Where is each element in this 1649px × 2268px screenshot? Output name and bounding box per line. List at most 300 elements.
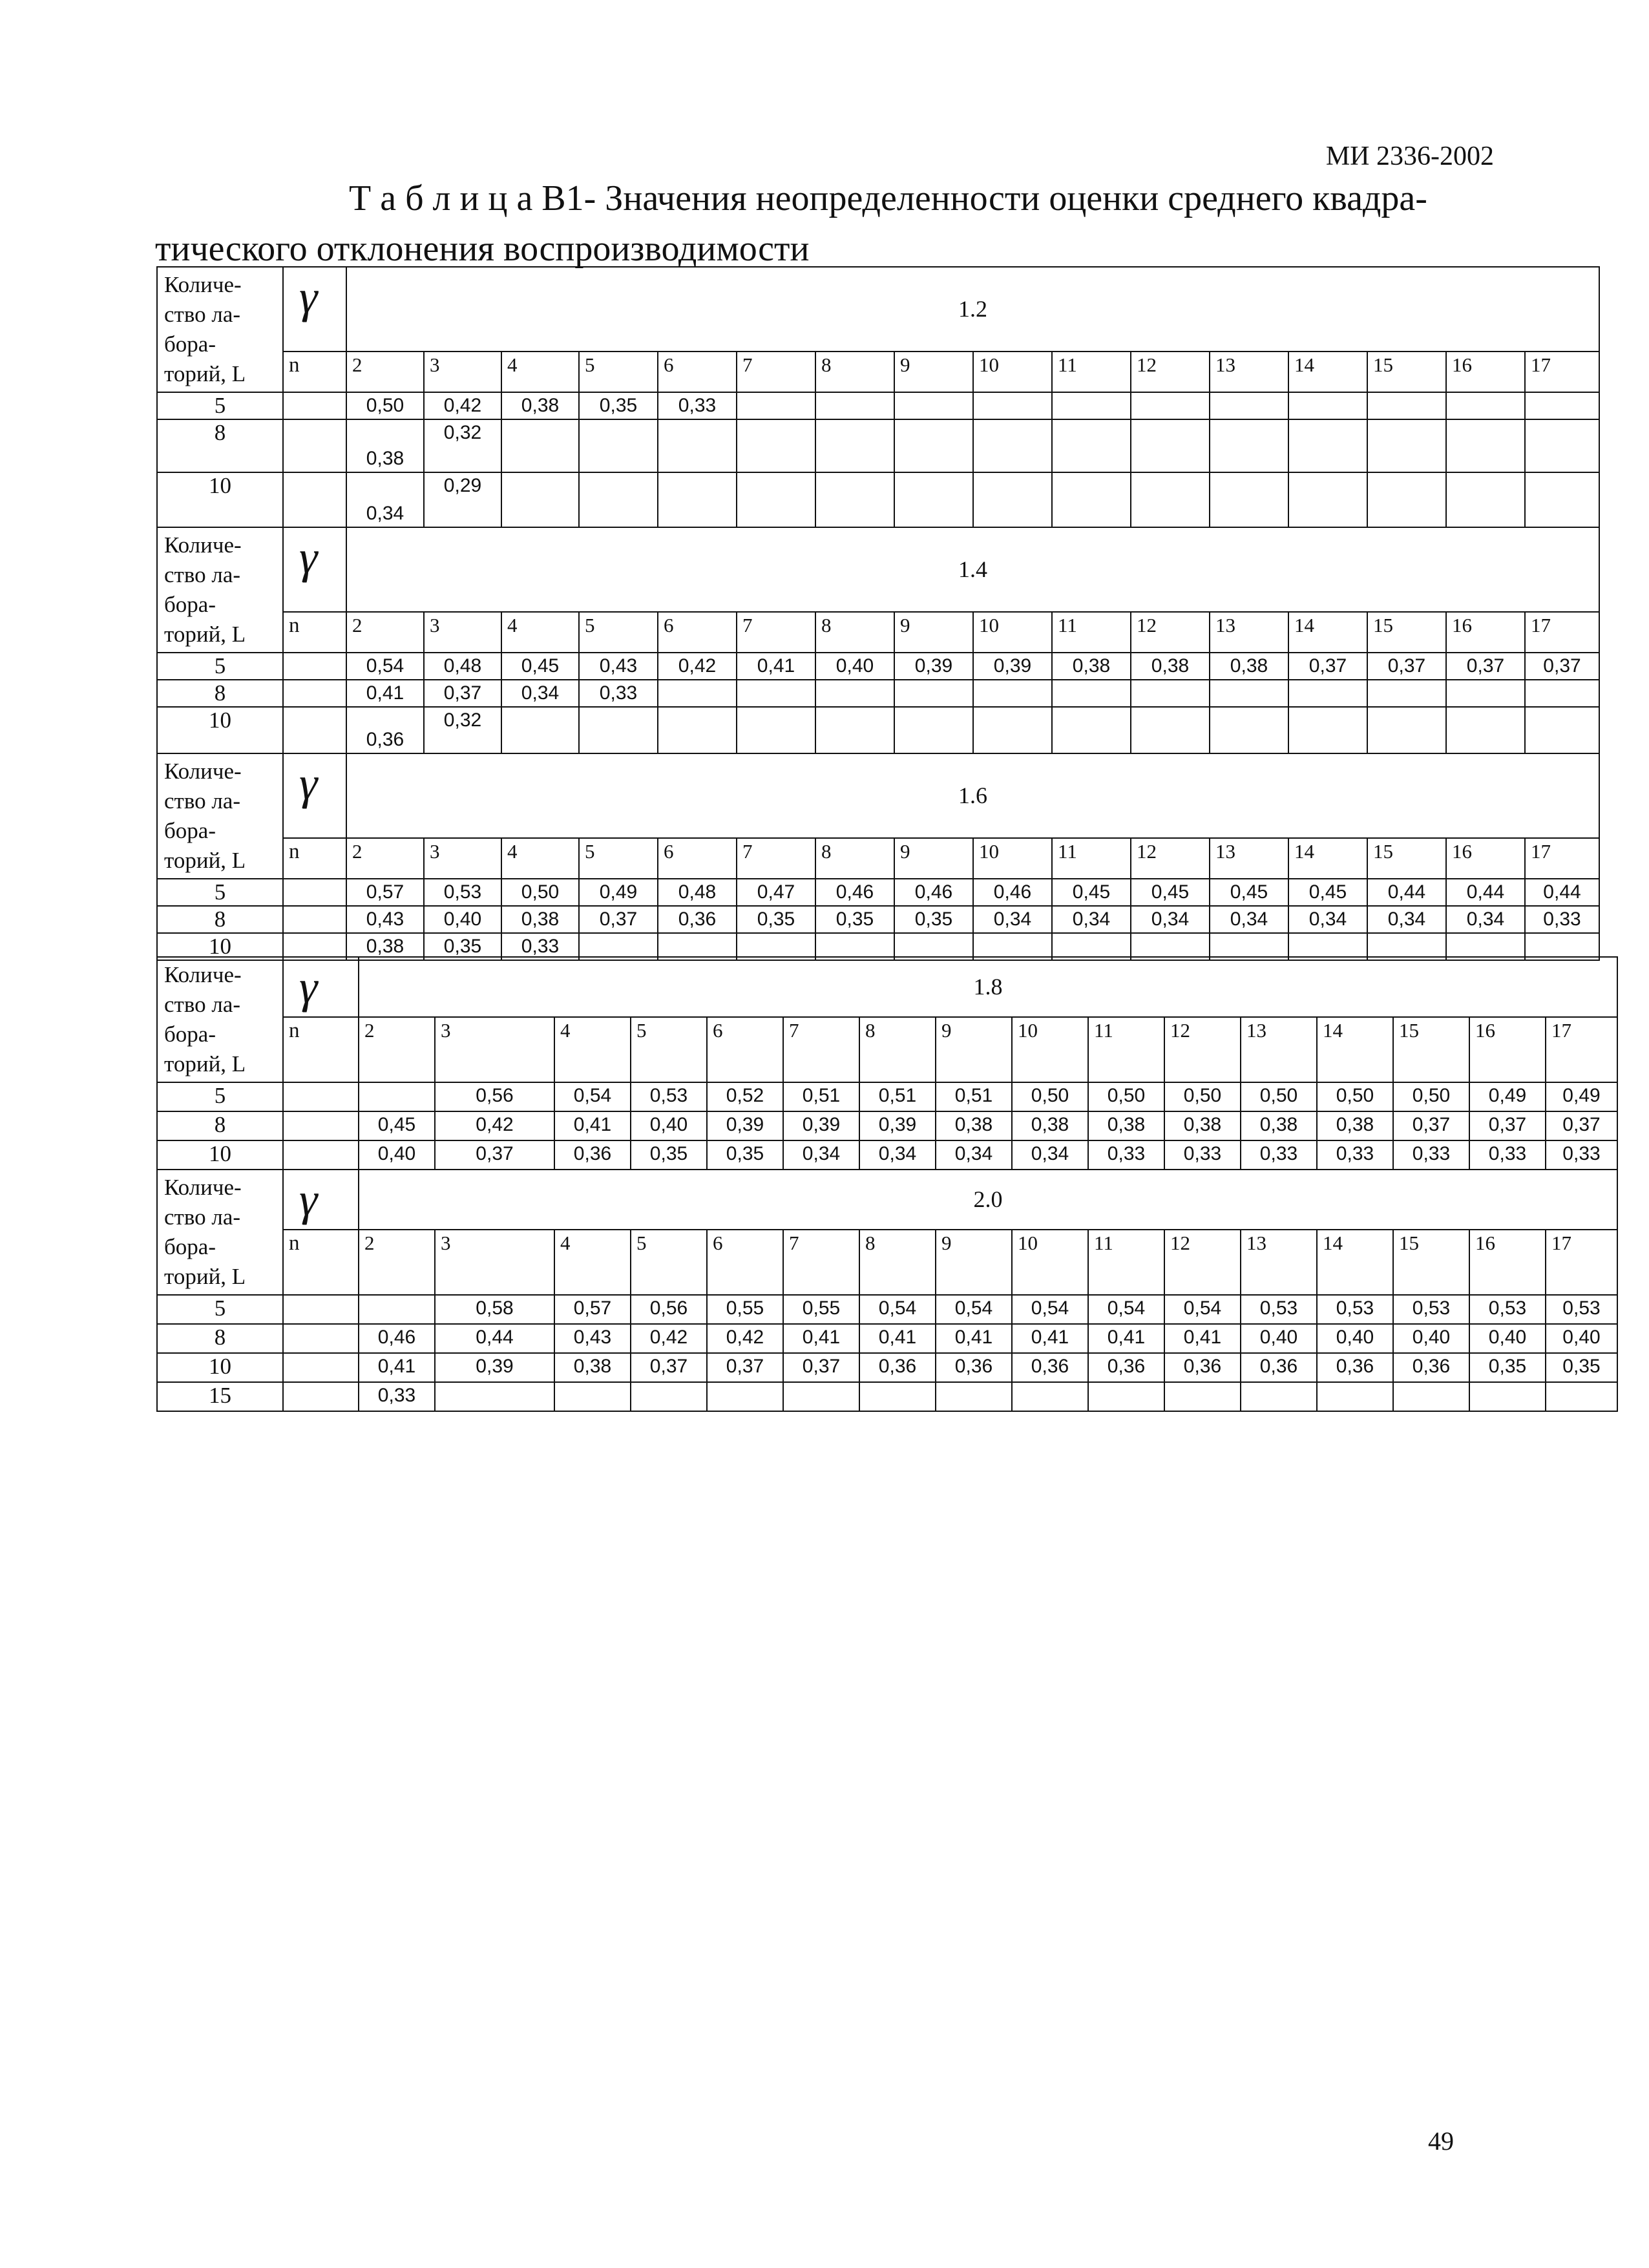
n-value-14: 14 — [1288, 838, 1367, 879]
value-cell: 0,41 — [1012, 1324, 1088, 1353]
n-value-7: 7 — [737, 612, 815, 653]
value-cell: 0,34 — [1367, 906, 1446, 933]
value-cell: 0,51 — [859, 1082, 936, 1111]
value-cell: 0,53 — [1469, 1295, 1546, 1324]
value-cell — [1525, 472, 1599, 527]
value-cell: 0,37 — [1546, 1111, 1617, 1140]
labs-count-header: Количе-ство ла-бора-торий, L — [157, 267, 283, 392]
value-cell: 0,36 — [346, 707, 424, 753]
value-cell — [936, 1382, 1012, 1411]
n-value-3: 3 — [424, 352, 501, 392]
n-value-8: 8 — [859, 1230, 936, 1295]
value-cell: 0,46 — [973, 879, 1052, 906]
value-cell — [1131, 680, 1210, 707]
value-cell — [973, 680, 1052, 707]
table-row — [157, 906, 1599, 933]
value-cell — [894, 419, 973, 472]
value-cell: 0,33 — [1088, 1140, 1164, 1170]
table-row — [157, 1140, 1617, 1170]
value-cell: 0,54 — [554, 1082, 631, 1111]
value-cell — [737, 472, 815, 527]
value-cell: 0,43 — [554, 1324, 631, 1353]
n-value-14: 14 — [1288, 352, 1367, 392]
title-line-2: тического отклонения воспроизводимости — [155, 229, 810, 269]
labs-count: 8 — [157, 1324, 283, 1353]
value-cell: 0,35 — [815, 906, 894, 933]
table-row — [157, 392, 1599, 419]
value-cell: 0,36 — [1088, 1353, 1164, 1382]
n-value-4: 4 — [554, 1017, 631, 1082]
n-value-13: 13 — [1210, 838, 1288, 879]
value-cell — [1088, 1382, 1164, 1411]
labs-count: 5 — [157, 392, 283, 419]
value-cell: 0,46 — [815, 879, 894, 906]
labs-count-header: Количе-ство ла-бора-торий, L — [157, 957, 283, 1082]
value-cell: 0,35 — [579, 392, 658, 419]
n-value-7: 7 — [737, 838, 815, 879]
value-cell — [737, 707, 815, 753]
value-cell — [579, 707, 658, 753]
value-cell: 0,40 — [631, 1111, 707, 1140]
value-cell: 0,35 — [424, 933, 501, 960]
value-cell — [737, 419, 815, 472]
value-cell — [815, 472, 894, 527]
value-cell: 0,53 — [424, 879, 501, 906]
value-cell — [1367, 680, 1446, 707]
value-cell — [1367, 472, 1446, 527]
value-cell: 0,36 — [936, 1353, 1012, 1382]
value-cell: 0,41 — [783, 1324, 859, 1353]
value-cell: 0,57 — [346, 879, 424, 906]
value-cell: 0,37 — [579, 906, 658, 933]
n-value-16: 16 — [1446, 352, 1525, 392]
value-cell: 0,48 — [424, 653, 501, 680]
value-cell: 0,55 — [783, 1295, 859, 1324]
value-cell — [783, 1382, 859, 1411]
value-cell: 0,33 — [1525, 906, 1599, 933]
value-cell: 0,39 — [894, 653, 973, 680]
value-cell — [1131, 419, 1210, 472]
title-line-1: Т а б л и ц а В1- Значения неопределенности оценки среднего квадра- — [349, 178, 1427, 218]
value-cell: 0,39 — [859, 1111, 936, 1140]
n-value-15: 15 — [1367, 612, 1446, 653]
value-cell: 0,45 — [1288, 879, 1367, 906]
value-cell: 0,38 — [1164, 1111, 1241, 1140]
value-cell: 0,50 — [346, 392, 424, 419]
value-cell: 0,29 — [424, 472, 501, 527]
value-cell: 0,50 — [1164, 1082, 1241, 1111]
value-cell: 0,51 — [936, 1082, 1012, 1111]
value-cell: 0,40 — [359, 1140, 435, 1170]
n-value-12: 12 — [1131, 352, 1210, 392]
value-cell: 0,53 — [1241, 1295, 1317, 1324]
value-cell — [1525, 392, 1599, 419]
value-cell: 0,34 — [936, 1140, 1012, 1170]
value-cell — [631, 1382, 707, 1411]
value-cell — [859, 1382, 936, 1411]
value-cell — [973, 392, 1052, 419]
value-cell — [1446, 680, 1525, 707]
n-value-10: 10 — [973, 838, 1052, 879]
value-cell — [815, 419, 894, 472]
empty-cell — [283, 1111, 359, 1140]
value-cell: 0,37 — [1446, 653, 1525, 680]
n-value-6: 6 — [707, 1230, 783, 1295]
value-cell: 0,42 — [707, 1324, 783, 1353]
table-row — [157, 879, 1599, 906]
empty-cell — [283, 879, 346, 906]
value-cell: 0,33 — [1469, 1140, 1546, 1170]
value-cell: 0,35 — [707, 1140, 783, 1170]
n-value-16: 16 — [1446, 838, 1525, 879]
value-cell: 0,36 — [1012, 1353, 1088, 1382]
value-cell: 0,41 — [1164, 1324, 1241, 1353]
uncertainty-table-part-2 — [156, 956, 1618, 1412]
n-value-11: 11 — [1088, 1230, 1164, 1295]
value-cell: 0,50 — [1317, 1082, 1393, 1111]
value-cell — [579, 419, 658, 472]
value-cell: 0,43 — [579, 653, 658, 680]
value-cell: 0,38 — [346, 419, 424, 472]
n-value-15: 15 — [1367, 838, 1446, 879]
value-cell: 0,49 — [1469, 1082, 1546, 1111]
value-cell: 0,33 — [359, 1382, 435, 1411]
value-cell: 0,54 — [1012, 1295, 1088, 1324]
value-cell — [1210, 392, 1288, 419]
value-cell: 0,57 — [554, 1295, 631, 1324]
n-value-7: 7 — [783, 1017, 859, 1082]
n-value-5: 5 — [579, 352, 658, 392]
value-cell: 0,35 — [631, 1140, 707, 1170]
value-cell: 0,41 — [859, 1324, 936, 1353]
value-cell: 0,38 — [554, 1353, 631, 1382]
table-row — [157, 1082, 1617, 1111]
labs-count-header: Количе-ство ла-бора-торий, L — [157, 1170, 283, 1295]
n-label: n — [283, 612, 346, 653]
n-value-17: 17 — [1525, 838, 1599, 879]
value-cell: 0,50 — [1393, 1082, 1469, 1111]
n-value-16: 16 — [1469, 1230, 1546, 1295]
n-value-9: 9 — [894, 612, 973, 653]
value-cell: 0,38 — [1052, 653, 1131, 680]
empty-cell — [283, 707, 346, 753]
gamma-symbol: γ — [283, 753, 346, 838]
n-value-4: 4 — [501, 612, 579, 653]
empty-cell — [283, 1082, 359, 1111]
n-value-4: 4 — [501, 838, 579, 879]
value-cell: 0,34 — [346, 472, 424, 527]
n-value-13: 13 — [1210, 612, 1288, 653]
value-cell: 0,35 — [1469, 1353, 1546, 1382]
value-cell — [1210, 707, 1288, 753]
table-row — [157, 1295, 1617, 1324]
value-cell — [359, 1295, 435, 1324]
value-cell: 0,38 — [1012, 1111, 1088, 1140]
labs-count: 8 — [157, 906, 283, 933]
value-cell — [1393, 1382, 1469, 1411]
value-cell — [435, 1382, 554, 1411]
value-cell — [359, 1082, 435, 1111]
labs-count: 10 — [157, 1140, 283, 1170]
value-cell — [1288, 392, 1367, 419]
table-row — [157, 680, 1599, 707]
value-cell: 0,41 — [346, 680, 424, 707]
value-cell: 0,54 — [1088, 1295, 1164, 1324]
value-cell: 0,50 — [501, 879, 579, 906]
n-value-16: 16 — [1446, 612, 1525, 653]
gamma-value: 1.2 — [346, 267, 1599, 352]
value-cell: 0,36 — [554, 1140, 631, 1170]
value-cell: 0,38 — [346, 933, 424, 960]
labs-count-header: Количе-ство ла-бора-торий, L — [157, 753, 283, 879]
value-cell — [501, 707, 579, 753]
value-cell: 0,37 — [424, 680, 501, 707]
value-cell — [1131, 392, 1210, 419]
n-value-16: 16 — [1469, 1017, 1546, 1082]
value-cell — [815, 707, 894, 753]
n-value-15: 15 — [1393, 1230, 1469, 1295]
value-cell — [815, 392, 894, 419]
value-cell: 0,54 — [936, 1295, 1012, 1324]
value-cell — [1469, 1382, 1546, 1411]
value-cell — [737, 680, 815, 707]
value-cell: 0,40 — [1546, 1324, 1617, 1353]
value-cell: 0,38 — [1241, 1111, 1317, 1140]
value-cell: 0,50 — [1241, 1082, 1317, 1111]
n-value-14: 14 — [1317, 1017, 1393, 1082]
value-cell: 0,45 — [359, 1111, 435, 1140]
value-cell — [1288, 419, 1367, 472]
n-value-4: 4 — [501, 352, 579, 392]
value-cell: 0,44 — [1367, 879, 1446, 906]
table-row — [157, 1382, 1617, 1411]
empty-cell — [283, 653, 346, 680]
n-value-2: 2 — [359, 1230, 435, 1295]
labs-count: 10 — [157, 707, 283, 753]
value-cell: 0,33 — [1393, 1140, 1469, 1170]
value-cell — [501, 419, 579, 472]
value-cell: 0,40 — [1393, 1324, 1469, 1353]
empty-cell — [283, 906, 346, 933]
value-cell: 0,34 — [1012, 1140, 1088, 1170]
value-cell: 0,39 — [435, 1353, 554, 1382]
n-value-10: 10 — [973, 352, 1052, 392]
value-cell: 0,37 — [707, 1353, 783, 1382]
value-cell: 0,40 — [1469, 1324, 1546, 1353]
value-cell — [707, 1382, 783, 1411]
value-cell — [815, 680, 894, 707]
value-cell: 0,38 — [1131, 653, 1210, 680]
n-value-2: 2 — [346, 612, 424, 653]
empty-cell — [283, 1140, 359, 1170]
value-cell: 0,33 — [1317, 1140, 1393, 1170]
value-cell: 0,40 — [1241, 1324, 1317, 1353]
n-value-8: 8 — [815, 838, 894, 879]
value-cell: 0,54 — [1164, 1295, 1241, 1324]
n-value-11: 11 — [1052, 838, 1131, 879]
table-row — [157, 419, 1599, 472]
n-value-13: 13 — [1241, 1017, 1317, 1082]
n-value-6: 6 — [707, 1017, 783, 1082]
n-label: n — [283, 838, 346, 879]
value-cell — [1052, 680, 1131, 707]
n-value-13: 13 — [1241, 1230, 1317, 1295]
n-value-2: 2 — [346, 838, 424, 879]
value-cell — [894, 392, 973, 419]
value-cell: 0,40 — [424, 906, 501, 933]
value-cell — [894, 707, 973, 753]
value-cell: 0,45 — [1131, 879, 1210, 906]
value-cell: 0,52 — [707, 1082, 783, 1111]
value-cell: 0,44 — [1446, 879, 1525, 906]
n-value-14: 14 — [1317, 1230, 1393, 1295]
value-cell: 0,33 — [1241, 1140, 1317, 1170]
value-cell — [973, 472, 1052, 527]
value-cell — [1367, 419, 1446, 472]
value-cell: 0,42 — [658, 653, 737, 680]
n-value-3: 3 — [424, 838, 501, 879]
value-cell: 0,37 — [435, 1140, 554, 1170]
value-cell: 0,42 — [631, 1324, 707, 1353]
n-value-6: 6 — [658, 352, 737, 392]
n-value-14: 14 — [1288, 612, 1367, 653]
table-row — [157, 707, 1599, 753]
empty-cell — [283, 1324, 359, 1353]
value-cell: 0,46 — [894, 879, 973, 906]
n-value-8: 8 — [815, 352, 894, 392]
value-cell: 0,41 — [359, 1353, 435, 1382]
n-value-15: 15 — [1367, 352, 1446, 392]
empty-cell — [283, 472, 346, 527]
n-value-17: 17 — [1525, 352, 1599, 392]
value-cell: 0,33 — [1546, 1140, 1617, 1170]
value-cell — [1164, 1382, 1241, 1411]
value-cell — [554, 1382, 631, 1411]
value-cell: 0,37 — [783, 1353, 859, 1382]
n-value-3: 3 — [424, 612, 501, 653]
value-cell — [1317, 1382, 1393, 1411]
labs-count-header: Количе-ство ла-бора-торий, L — [157, 527, 283, 653]
value-cell: 0,38 — [501, 392, 579, 419]
value-cell — [1525, 680, 1599, 707]
value-cell: 0,50 — [1012, 1082, 1088, 1111]
n-value-11: 11 — [1052, 612, 1131, 653]
n-value-10: 10 — [1012, 1017, 1088, 1082]
value-cell: 0,36 — [859, 1353, 936, 1382]
empty-cell — [283, 392, 346, 419]
gamma-symbol: γ — [283, 1170, 359, 1230]
value-cell — [658, 419, 737, 472]
value-cell — [1446, 392, 1525, 419]
gamma-value: 1.4 — [346, 527, 1599, 612]
n-value-8: 8 — [815, 612, 894, 653]
n-value-5: 5 — [631, 1017, 707, 1082]
value-cell — [1052, 472, 1131, 527]
value-cell: 0,49 — [1546, 1082, 1617, 1111]
value-cell: 0,41 — [1088, 1324, 1164, 1353]
value-cell: 0,40 — [1317, 1324, 1393, 1353]
n-value-10: 10 — [973, 612, 1052, 653]
value-cell — [973, 707, 1052, 753]
labs-count: 8 — [157, 680, 283, 707]
value-cell: 0,54 — [859, 1295, 936, 1324]
n-value-5: 5 — [579, 838, 658, 879]
value-cell — [1546, 1382, 1617, 1411]
value-cell: 0,53 — [631, 1082, 707, 1111]
empty-cell — [283, 1382, 359, 1411]
table-row — [157, 653, 1599, 680]
page-number: 49 — [1428, 2126, 1454, 2156]
value-cell: 0,38 — [1088, 1111, 1164, 1140]
value-cell: 0,33 — [1164, 1140, 1241, 1170]
value-cell — [1210, 419, 1288, 472]
value-cell: 0,46 — [359, 1324, 435, 1353]
value-cell — [1288, 680, 1367, 707]
n-value-10: 10 — [1012, 1230, 1088, 1295]
value-cell — [894, 472, 973, 527]
value-cell: 0,44 — [1525, 879, 1599, 906]
n-value-11: 11 — [1052, 352, 1131, 392]
n-value-9: 9 — [894, 838, 973, 879]
value-cell — [1446, 472, 1525, 527]
value-cell: 0,53 — [1317, 1295, 1393, 1324]
labs-count: 15 — [157, 1382, 283, 1411]
value-cell: 0,48 — [658, 879, 737, 906]
labs-count: 5 — [157, 653, 283, 680]
value-cell: 0,34 — [973, 906, 1052, 933]
value-cell: 0,41 — [554, 1111, 631, 1140]
value-cell — [658, 680, 737, 707]
value-cell — [1131, 472, 1210, 527]
empty-cell — [283, 1353, 359, 1382]
value-cell — [1525, 419, 1599, 472]
value-cell: 0,32 — [424, 707, 501, 753]
n-value-12: 12 — [1131, 838, 1210, 879]
value-cell: 0,38 — [501, 906, 579, 933]
value-cell — [1288, 472, 1367, 527]
n-value-17: 17 — [1546, 1230, 1617, 1295]
value-cell — [1052, 419, 1131, 472]
labs-count: 8 — [157, 419, 283, 472]
n-value-11: 11 — [1088, 1017, 1164, 1082]
labs-count: 10 — [157, 472, 283, 527]
value-cell — [658, 472, 737, 527]
value-cell: 0,35 — [894, 906, 973, 933]
value-cell — [579, 472, 658, 527]
value-cell — [1052, 707, 1131, 753]
labs-count: 5 — [157, 1295, 283, 1324]
value-cell: 0,36 — [1164, 1353, 1241, 1382]
value-cell: 0,44 — [435, 1324, 554, 1353]
n-value-3: 3 — [435, 1017, 554, 1082]
n-value-12: 12 — [1131, 612, 1210, 653]
labs-count: 10 — [157, 1353, 283, 1382]
empty-cell — [283, 680, 346, 707]
n-value-9: 9 — [936, 1230, 1012, 1295]
table-row — [157, 1353, 1617, 1382]
value-cell: 0,45 — [1052, 879, 1131, 906]
gamma-symbol: γ — [283, 957, 359, 1017]
n-value-4: 4 — [554, 1230, 631, 1295]
value-cell: 0,34 — [1446, 906, 1525, 933]
n-value-15: 15 — [1393, 1017, 1469, 1082]
n-value-2: 2 — [346, 352, 424, 392]
value-cell: 0,39 — [707, 1111, 783, 1140]
value-cell: 0,38 — [1210, 653, 1288, 680]
value-cell: 0,43 — [346, 906, 424, 933]
value-cell: 0,34 — [859, 1140, 936, 1170]
value-cell: 0,49 — [579, 879, 658, 906]
